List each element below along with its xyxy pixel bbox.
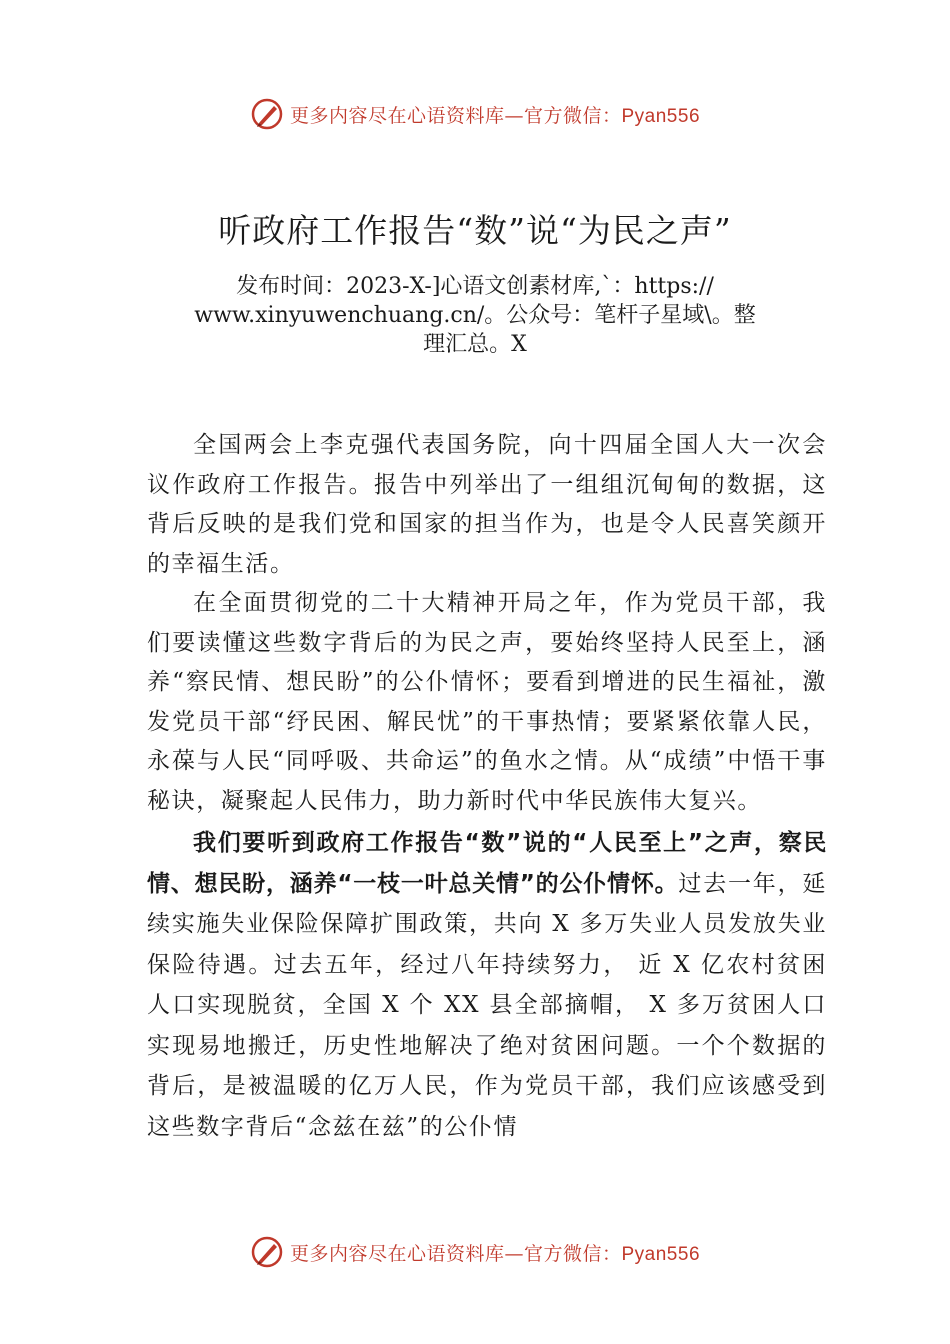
publish-info-line: www.xinyuwenchuang.cn/。公众号：笔杆子星域\。整: [194, 303, 756, 328]
paragraph: 全国两会上李克强代表国务院，向十四届全国人大一次会议作政府工作报告。报告中列举出了一组组沉甸甸的数据，这背后反映的是我们党和国家的担当作为，也是令人民喜笑颜开的幸福生活。: [147, 432, 827, 577]
paragraph-body: 过去一年，延续实施失业保险保障扩围政策，共向 X 多万失业人员发放失业保险待遇。过去五年，经过八年持续努力， 近 X 亿农村贫困人口实现脱贫，全国 X 个 XX 县全部摘帽， X 多万贫困人口实现易地搬迁，历史性地解决了绝对贫困问题。一个个数据的背后，是被温暖的亿万人民，作为党员干部，我们应该感受到这些数字背后“念兹在兹”的公仆情: [147, 870, 827, 1140]
banner-text: 更多内容尽在心语资料库—官方微信：Pyan556: [289, 104, 701, 127]
publish-info: [130, 272, 820, 359]
paragraph: 在全面贯彻党的二十大精神开局之年，作为党员干部，我们要读懂这些数字背后的为民之声，要始终坚持人民至上，涵养“察民情、想民盼”的公仆情怀；要看到增进的民生福祉，激发党员干部“纾民困、解民忧”的干事热情；要紧紧依靠人民，永葆与人民“同呼吸、共命运”的鱼水之情。从“成绩”中悟干事秘诀，凝聚起人民伟力，助力新时代中华民族伟大复兴。: [147, 590, 827, 814]
publish-info-line: 发布时间：2023-X-]心语文创素材库,`：https://: [236, 274, 714, 299]
header-banner: [0, 94, 950, 134]
article-body: [147, 426, 827, 1147]
paragraph-bold-lead: 我们要听到政府工作报告“数”说的“人民至上”之声，察民情、想民盼，涵养“一枝一叶总关情”的公仆情怀。: [147, 830, 827, 897]
pen-circle-logo-icon: [250, 97, 284, 131]
footer-banner: [0, 1232, 950, 1272]
publish-info-line: 理汇总。X: [423, 332, 527, 357]
document-title: 听政府工作报告“数”说“为民之声”: [218, 211, 732, 250]
pen-circle-logo-icon: [250, 1235, 284, 1269]
paragraph: [147, 823, 827, 1147]
banner-text: 更多内容尽在心语资料库—官方微信：Pyan556: [289, 1242, 701, 1265]
wechat-id: Pyan556: [621, 1243, 701, 1265]
wechat-id: Pyan556: [621, 105, 701, 127]
